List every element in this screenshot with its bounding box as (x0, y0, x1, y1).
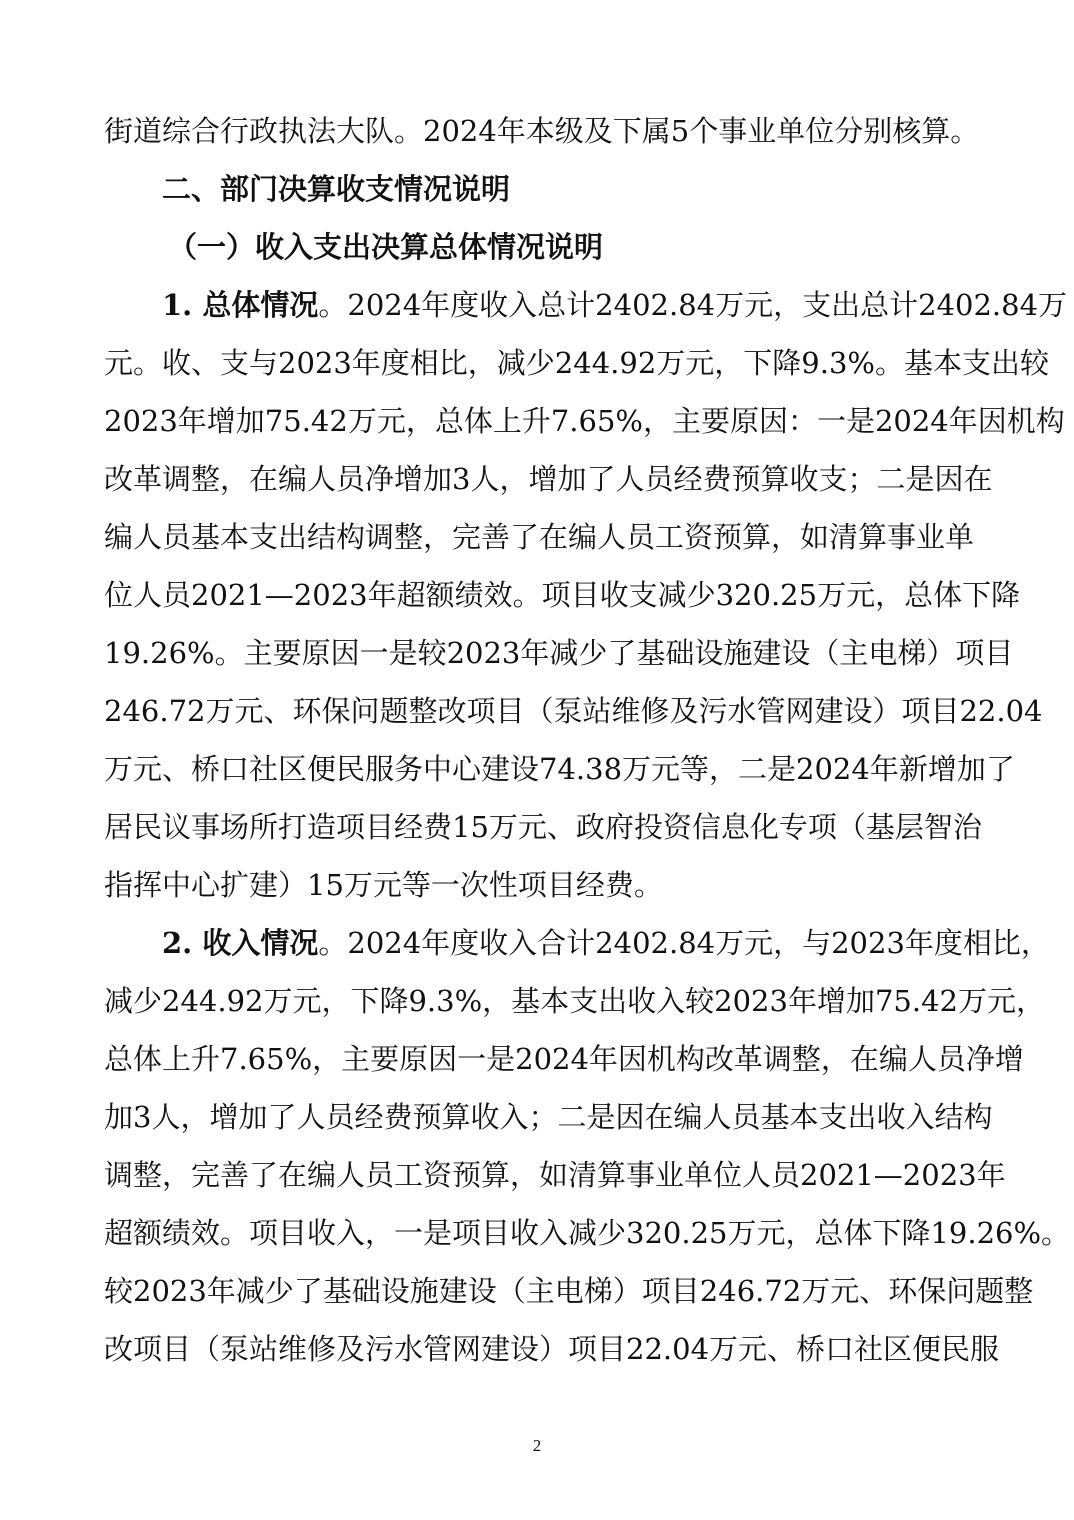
text-line: 19.26%。主要原因一是较2023年减少了基础设施建设（主电梯）项目 (104, 636, 1014, 670)
text-line: 改革调整，在编人员净增加3人，增加了人员经费预算收支；二是因在 (104, 462, 993, 496)
subsection-heading: （一）收入支出决算总体情况说明 (168, 230, 604, 264)
page-number: 2 (532, 1436, 542, 1455)
text-line: 加3人，增加了人员经费预算收入；二是因在编人员基本支出收入结构 (104, 1100, 993, 1134)
text-line: 2023年增加75.42万元，总体上升7.65%，主要原因：一是2024年因机构 (104, 404, 1065, 438)
paragraph-first-line: 2. 收入情况。2024年度收入合计2402.84万元，与2023年度相比， (162, 926, 1050, 960)
text-line: 改项目（泵站维修及污水管网建设）项目22.04万元、桥口社区便民服 (104, 1332, 1000, 1366)
text-line: 较2023年减少了基础设施建设（主电梯）项目246.72万元、环保问题整 (104, 1274, 1034, 1308)
text-line: 居民议事场所打造项目经费15万元、政府投资信息化专项（基层智治 (104, 810, 982, 844)
text-line: 编人员基本支出结构调整，完善了在编人员工资预算，如清算事业单 (104, 520, 975, 554)
paragraph-first-line: 1. 总体情况。2024年度收入总计2402.84万元，支出总计2402.84万 (162, 288, 1068, 322)
paragraph-lead: 2. 收入情况 (162, 926, 319, 960)
text-line: 街道综合行政执法大队。2024年本级及下属5个事业单位分别核算。 (104, 114, 980, 148)
text-line: 元。收、支与2023年度相比，减少244.92万元，下降9.3%。基本支出较 (104, 346, 1049, 380)
body-text (104, 102, 1071, 1378)
text-line: 指挥中心扩建）15万元等一次性项目经费。 (104, 868, 663, 902)
text-line: 万元、桥口社区便民服务中心建设74.38万元等，二是2024年新增加了 (104, 752, 1015, 786)
text-line: 246.72万元、环保问题整改项目（泵站维修及污水管网建设）项目22.04 (104, 694, 1043, 728)
text-line: 位人员2021—2023年超额绩效。项目收支减少320.25万元，总体下降 (104, 578, 1021, 612)
text-line: 调整，完善了在编人员工资预算，如清算事业单位人员2021—2023年 (104, 1158, 1006, 1192)
text-line: 总体上升7.65%，主要原因一是2024年因机构改革调整，在编人员净增 (104, 1042, 1024, 1076)
section-heading: 二、部门决算收支情况说明 (162, 172, 511, 206)
text-line: 减少244.92万元，下降9.3%，基本支出收入较2023年增加75.42万元， (104, 984, 1045, 1018)
text-line: 超额绩效。项目收入，一是项目收入减少320.25万元，总体下降19.26%。 (104, 1216, 1071, 1250)
paragraph-lead: 1. 总体情况 (162, 288, 319, 322)
